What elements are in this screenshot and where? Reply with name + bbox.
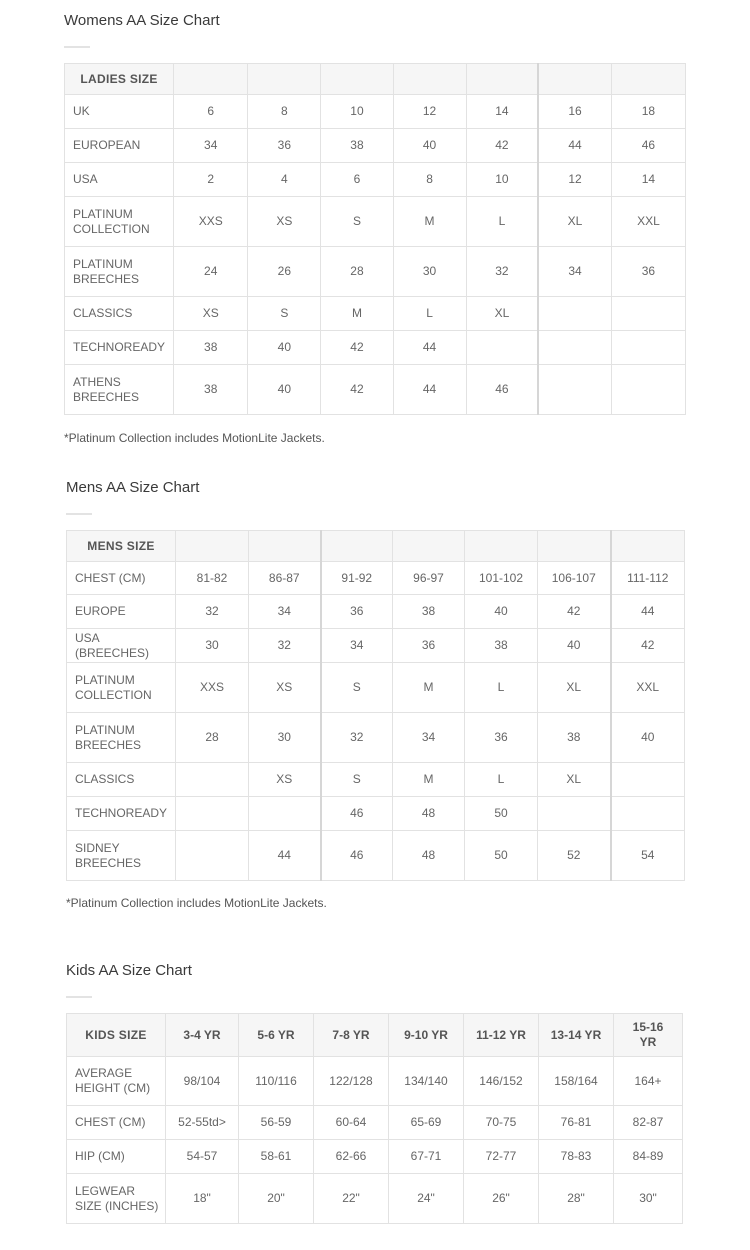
- size-cell: [538, 297, 611, 331]
- size-cell: L: [465, 763, 538, 797]
- header-cell: [611, 64, 685, 95]
- size-cell: 28": [539, 1174, 614, 1224]
- size-cell: 98/104: [166, 1057, 239, 1106]
- size-cell: 32: [249, 629, 321, 663]
- size-cell: 38: [321, 129, 393, 163]
- size-cell: 38: [174, 331, 248, 365]
- size-cell: 65-69: [389, 1106, 464, 1140]
- womens-title-underline: [64, 46, 90, 48]
- header-cell: 7-8 YR: [314, 1014, 389, 1057]
- size-cell: 40: [248, 365, 321, 415]
- size-cell: 24: [174, 247, 248, 297]
- size-cell: S: [321, 197, 393, 247]
- size-cell: XS: [249, 663, 321, 713]
- size-cell: 40: [465, 595, 538, 629]
- size-cell: XS: [174, 297, 248, 331]
- header-cell: [321, 64, 393, 95]
- table-row: [67, 663, 685, 713]
- size-cell: 40: [611, 713, 685, 763]
- size-cell: 46: [321, 797, 393, 831]
- size-cell: 78-83: [539, 1140, 614, 1174]
- size-cell: M: [321, 297, 393, 331]
- mens-chart-title: Mens AA Size Chart: [66, 479, 200, 496]
- size-cell: 44: [393, 331, 466, 365]
- size-cell: 6: [174, 95, 248, 129]
- size-cell: 16: [538, 95, 611, 129]
- row-label: EUROPEAN: [65, 129, 174, 163]
- row-label: SIDNEY BREECHES: [67, 831, 176, 881]
- size-cell: 30: [393, 247, 466, 297]
- header-label: MENS SIZE: [67, 531, 176, 562]
- size-cell: [611, 797, 685, 831]
- womens-size-table: [64, 63, 686, 415]
- row-label: USA (BREECHES): [67, 629, 176, 663]
- header-cell: [538, 64, 611, 95]
- header-cell: [465, 531, 538, 562]
- size-cell: 158/164: [539, 1057, 614, 1106]
- table-row: [67, 1057, 683, 1106]
- size-cell: 82-87: [614, 1106, 683, 1140]
- size-cell: 6: [321, 163, 393, 197]
- size-cell: 30: [249, 713, 321, 763]
- size-cell: 40: [393, 129, 466, 163]
- size-cell: 62-66: [314, 1140, 389, 1174]
- header-cell: 5-6 YR: [239, 1014, 314, 1057]
- kids-chart-title: Kids AA Size Chart: [66, 962, 192, 979]
- size-cell: 50: [465, 797, 538, 831]
- size-cell: 122/128: [314, 1057, 389, 1106]
- header-cell: 13-14 YR: [539, 1014, 614, 1057]
- size-cell: 58-61: [239, 1140, 314, 1174]
- size-cell: 4: [248, 163, 321, 197]
- row-label: PLATINUM BREECHES: [67, 713, 176, 763]
- table-row: [65, 197, 686, 247]
- kids-title-underline: [66, 996, 92, 998]
- size-cell: 111-112: [611, 562, 685, 595]
- size-cell: 34: [321, 629, 393, 663]
- row-label: CHEST (CM): [67, 562, 176, 595]
- size-cell: [249, 797, 321, 831]
- size-cell: XS: [248, 197, 321, 247]
- size-cell: [538, 331, 611, 365]
- size-cell: 34: [393, 713, 465, 763]
- size-cell: 14: [611, 163, 685, 197]
- mens-size-table: [66, 530, 685, 881]
- size-cell: 10: [466, 163, 538, 197]
- row-label: PLATINUM BREECHES: [65, 247, 174, 297]
- header-cell: 3-4 YR: [166, 1014, 239, 1057]
- table-header-row: [65, 64, 686, 95]
- row-label: CHEST (CM): [67, 1106, 166, 1140]
- size-cell: 110/116: [239, 1057, 314, 1106]
- size-cell: 8: [393, 163, 466, 197]
- size-cell: 28: [321, 247, 393, 297]
- size-cell: 28: [176, 713, 249, 763]
- size-cell: 86-87: [249, 562, 321, 595]
- size-cell: 52: [538, 831, 611, 881]
- size-cell: M: [393, 763, 465, 797]
- size-cell: 36: [465, 713, 538, 763]
- size-cell: 14: [466, 95, 538, 129]
- size-cell: 42: [538, 595, 611, 629]
- row-label: CLASSICS: [65, 297, 174, 331]
- size-cell: 101-102: [465, 562, 538, 595]
- size-cell: 50: [465, 831, 538, 881]
- size-cell: XL: [466, 297, 538, 331]
- size-cell: 42: [611, 629, 685, 663]
- size-cell: XL: [538, 763, 611, 797]
- size-cell: XL: [538, 197, 611, 247]
- size-cell: 36: [393, 629, 465, 663]
- row-label: CLASSICS: [67, 763, 176, 797]
- size-cell: S: [321, 763, 393, 797]
- row-label: USA: [65, 163, 174, 197]
- size-cell: 106-107: [538, 562, 611, 595]
- header-label: LADIES SIZE: [65, 64, 174, 95]
- header-cell: [393, 531, 465, 562]
- mens-title-underline: [66, 513, 92, 515]
- header-cell: [248, 64, 321, 95]
- table-row: [67, 595, 685, 629]
- table-row: [65, 163, 686, 197]
- size-cell: S: [248, 297, 321, 331]
- table-row: [65, 331, 686, 365]
- size-cell: 38: [174, 365, 248, 415]
- size-cell: 34: [174, 129, 248, 163]
- size-cell: 12: [538, 163, 611, 197]
- row-label: PLATINUM COLLECTION: [65, 197, 174, 247]
- row-label: EUROPE: [67, 595, 176, 629]
- table-row: [67, 1174, 683, 1224]
- size-cell: 54-57: [166, 1140, 239, 1174]
- size-cell: [176, 763, 249, 797]
- size-cell: XS: [249, 763, 321, 797]
- table-header-row: [67, 531, 685, 562]
- size-cell: [538, 365, 611, 415]
- size-cell: [466, 331, 538, 365]
- size-cell: 24": [389, 1174, 464, 1224]
- size-cell: 36: [248, 129, 321, 163]
- size-cell: 44: [611, 595, 685, 629]
- size-cell: [611, 297, 685, 331]
- size-cell: 18": [166, 1174, 239, 1224]
- size-cell: S: [321, 663, 393, 713]
- table-row: [65, 95, 686, 129]
- size-cell: 44: [249, 831, 321, 881]
- kids-size-table: [66, 1013, 683, 1224]
- size-cell: 2: [174, 163, 248, 197]
- table-row: [67, 831, 685, 881]
- size-cell: 42: [466, 129, 538, 163]
- size-cell: 48: [393, 797, 465, 831]
- row-label: ATHENS BREECHES: [65, 365, 174, 415]
- size-cell: 18: [611, 95, 685, 129]
- row-label: PLATINUM COLLECTION: [67, 663, 176, 713]
- table-row: [65, 365, 686, 415]
- size-cell: L: [393, 297, 466, 331]
- size-cell: 42: [321, 331, 393, 365]
- row-label: UK: [65, 95, 174, 129]
- size-cell: M: [393, 663, 465, 713]
- table-row: [67, 713, 685, 763]
- header-cell: [176, 531, 249, 562]
- size-cell: [611, 331, 685, 365]
- size-cell: 60-64: [314, 1106, 389, 1140]
- size-cell: 30": [614, 1174, 683, 1224]
- row-label: AVERAGE HEIGHT (CM): [67, 1057, 166, 1106]
- header-cell: 11-12 YR: [464, 1014, 539, 1057]
- size-cell: 38: [393, 595, 465, 629]
- size-cell: 34: [538, 247, 611, 297]
- table-row: [67, 629, 685, 663]
- size-cell: 44: [393, 365, 466, 415]
- size-cell: 76-81: [539, 1106, 614, 1140]
- size-cell: XL: [538, 663, 611, 713]
- size-cell: XXS: [174, 197, 248, 247]
- size-cell: 84-89: [614, 1140, 683, 1174]
- size-cell: 91-92: [321, 562, 393, 595]
- size-cell: [176, 797, 249, 831]
- header-cell: [174, 64, 248, 95]
- header-cell: [321, 531, 393, 562]
- header-cell: [249, 531, 321, 562]
- size-cell: 72-77: [464, 1140, 539, 1174]
- size-cell: 34: [249, 595, 321, 629]
- size-cell: 26": [464, 1174, 539, 1224]
- size-cell: [611, 365, 685, 415]
- header-cell: [466, 64, 538, 95]
- size-cell: 8: [248, 95, 321, 129]
- size-cell: 40: [538, 629, 611, 663]
- table-row: [67, 763, 685, 797]
- table-row: [67, 1140, 683, 1174]
- size-cell: M: [393, 197, 466, 247]
- size-cell: L: [465, 663, 538, 713]
- header-cell: [611, 531, 685, 562]
- row-label: LEGWEAR SIZE (INCHES): [67, 1174, 166, 1224]
- size-cell: 32: [321, 713, 393, 763]
- size-cell: 36: [611, 247, 685, 297]
- size-cell: 46: [466, 365, 538, 415]
- size-cell: 32: [176, 595, 249, 629]
- header-cell: 9-10 YR: [389, 1014, 464, 1057]
- row-label: HIP (CM): [67, 1140, 166, 1174]
- size-cell: 96-97: [393, 562, 465, 595]
- size-cell: 32: [466, 247, 538, 297]
- size-cell: 38: [538, 713, 611, 763]
- header-cell: [393, 64, 466, 95]
- table-row: [65, 297, 686, 331]
- size-cell: 26: [248, 247, 321, 297]
- mens-footnote: *Platinum Collection includes MotionLite Jackets.: [66, 896, 327, 910]
- header-cell: [538, 531, 611, 562]
- table-header-row: [67, 1014, 683, 1057]
- table-row: [67, 797, 685, 831]
- size-cell: 42: [321, 365, 393, 415]
- size-cell: 67-71: [389, 1140, 464, 1174]
- size-cell: 70-75: [464, 1106, 539, 1140]
- table-row: [67, 562, 685, 595]
- size-cell: XXS: [176, 663, 249, 713]
- header-label: KIDS SIZE: [67, 1014, 166, 1057]
- size-cell: 164+: [614, 1057, 683, 1106]
- size-cell: 81-82: [176, 562, 249, 595]
- womens-footnote: *Platinum Collection includes MotionLite Jackets.: [64, 431, 325, 445]
- header-cell: 15-16 YR: [614, 1014, 683, 1057]
- table-row: [65, 129, 686, 163]
- size-cell: 20": [239, 1174, 314, 1224]
- size-cell: [176, 831, 249, 881]
- size-cell: 52-55td>: [166, 1106, 239, 1140]
- size-cell: 30: [176, 629, 249, 663]
- table-row: [65, 247, 686, 297]
- size-cell: 146/152: [464, 1057, 539, 1106]
- size-cell: 10: [321, 95, 393, 129]
- size-cell: 22": [314, 1174, 389, 1224]
- row-label: TECHNOREADY: [67, 797, 176, 831]
- size-cell: XXL: [611, 197, 685, 247]
- size-cell: 46: [611, 129, 685, 163]
- size-cell: 38: [465, 629, 538, 663]
- row-label: TECHNOREADY: [65, 331, 174, 365]
- size-cell: 36: [321, 595, 393, 629]
- size-cell: L: [466, 197, 538, 247]
- size-cell: [611, 763, 685, 797]
- size-cell: 44: [538, 129, 611, 163]
- size-cell: 40: [248, 331, 321, 365]
- size-cell: 134/140: [389, 1057, 464, 1106]
- size-cell: [538, 797, 611, 831]
- size-cell: 56-59: [239, 1106, 314, 1140]
- size-cell: 48: [393, 831, 465, 881]
- size-cell: XXL: [611, 663, 685, 713]
- womens-chart-title: Womens AA Size Chart: [64, 12, 220, 29]
- size-cell: 54: [611, 831, 685, 881]
- size-cell: 12: [393, 95, 466, 129]
- table-row: [67, 1106, 683, 1140]
- size-cell: 46: [321, 831, 393, 881]
